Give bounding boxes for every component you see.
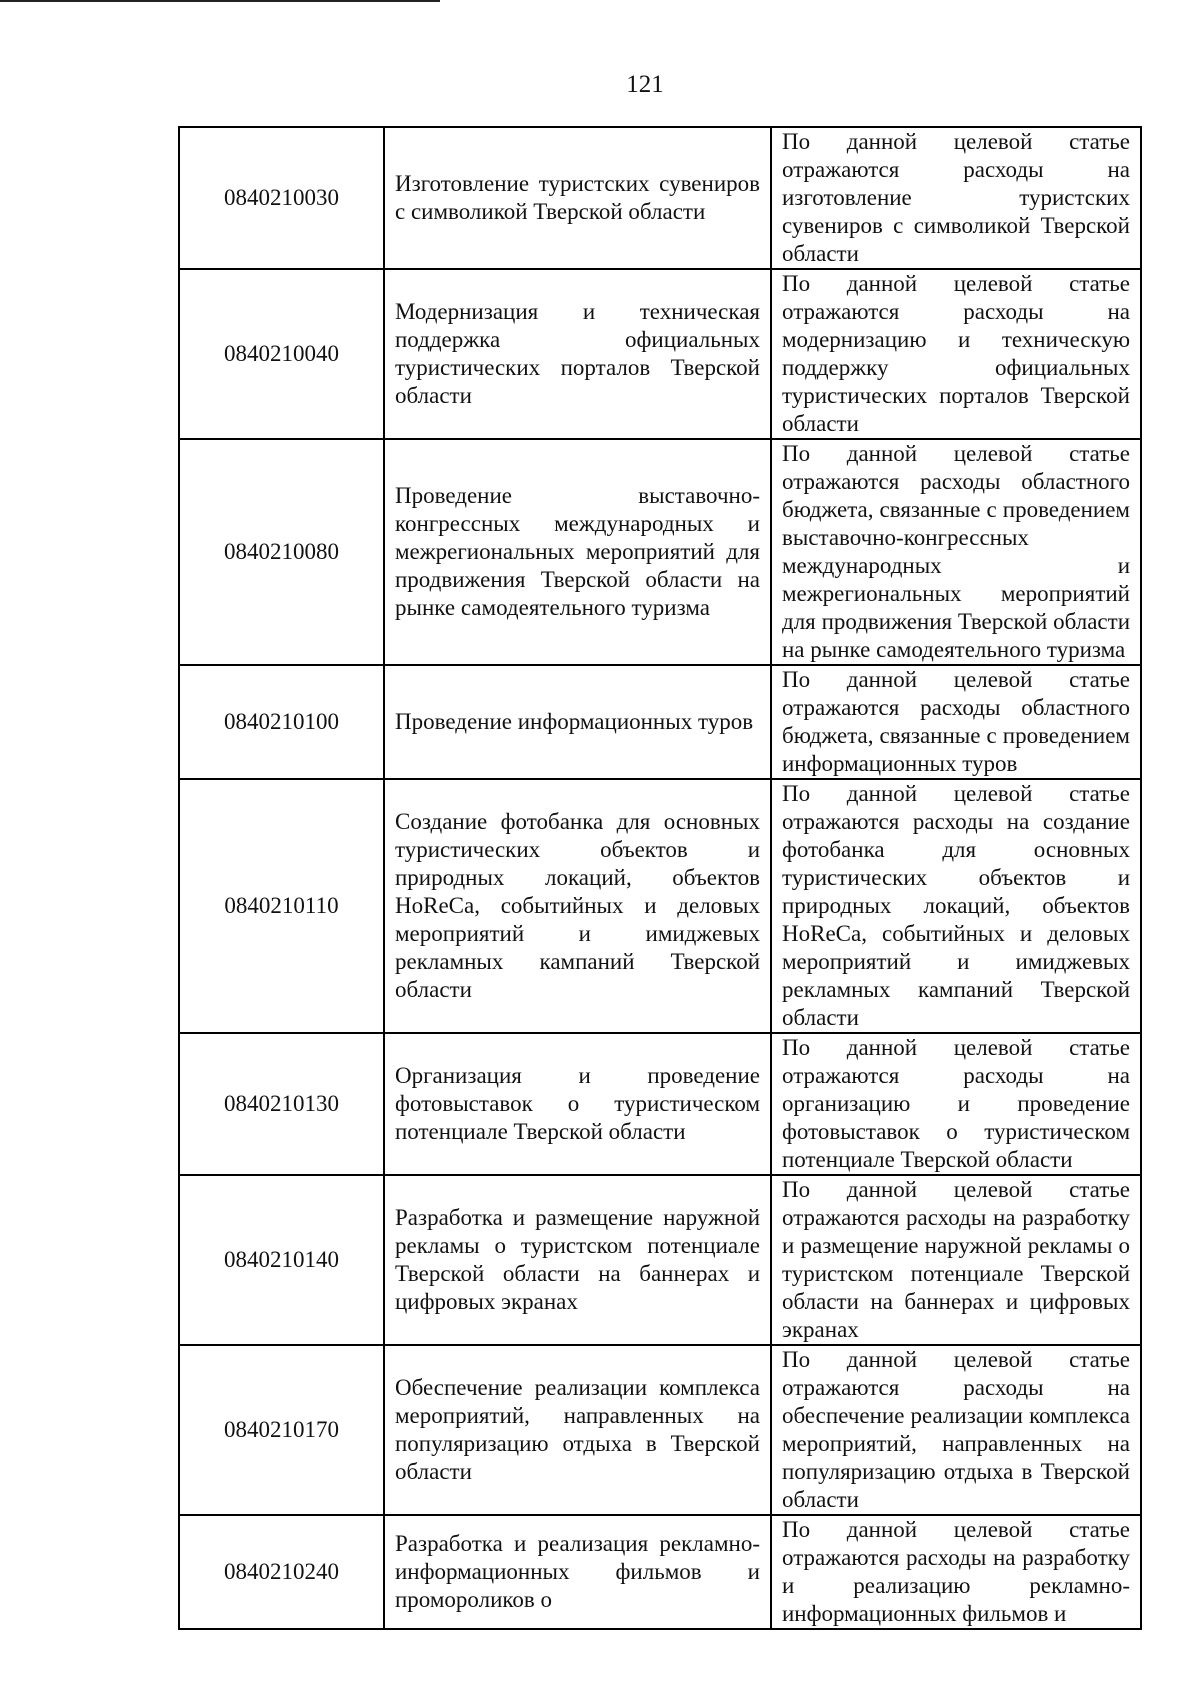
row-name-text: Изготовление туристских сувениров с символикой Тверской области	[395, 171, 760, 224]
row-name	[384, 1033, 771, 1175]
row-description	[771, 1345, 1141, 1515]
row-code: 0840210080	[179, 439, 384, 665]
row-description	[771, 665, 1141, 779]
row-name	[384, 127, 771, 269]
table-row	[179, 269, 1141, 439]
top-rule	[0, 0, 440, 2]
row-description-text: По данной целевой статье отражаются расходы областного бюджета, связанные с проведением информационных туров	[782, 667, 1130, 776]
page-number: 121	[626, 71, 664, 98]
row-description	[771, 269, 1141, 439]
table-row	[179, 1033, 1141, 1175]
budget-table	[178, 126, 1142, 1630]
row-code: 0840210140	[179, 1175, 384, 1345]
row-name	[384, 1345, 771, 1515]
table-row	[179, 779, 1141, 1033]
row-name	[384, 1515, 771, 1629]
row-name	[384, 269, 771, 439]
row-name-text: Создание фотобанка для основных туристических объектов и природных локаций, объектов HoReCa, событийных и деловых мероприятий и имиджевых рекламных кампаний Тверской области	[395, 809, 760, 1002]
row-code: 0840210030	[179, 127, 384, 269]
row-code: 0840210100	[179, 665, 384, 779]
row-name-text: Разработка и реализация рекламно-информационных фильмов и промороликов о	[395, 1531, 760, 1612]
table-row	[179, 1345, 1141, 1515]
row-code: 0840210130	[179, 1033, 384, 1175]
row-name	[384, 439, 771, 665]
row-name-text: Проведение информационных туров	[395, 709, 754, 734]
row-code: 0840210110	[179, 779, 384, 1033]
table-row	[179, 1515, 1141, 1629]
row-name-text: Разработка и размещение наружной рекламы о туристском потенциале Тверской области на баннерах и цифровых экранах	[395, 1205, 760, 1314]
row-name-text: Организация и проведение фотовыставок о туристическом потенциале Тверской области	[395, 1063, 760, 1144]
row-description	[771, 127, 1141, 269]
row-description-text: По данной целевой статье отражаются расходы на создание фотобанка для основных туристических объектов и природных локаций, объектов HoReCa, событийных и деловых мероприятий и имиджевых рекламных кампаний Тверской области	[782, 781, 1130, 1030]
row-name	[384, 1175, 771, 1345]
row-name-text: Модернизация и техническая поддержка официальных туристических порталов Тверской области	[395, 299, 760, 408]
row-description-text: По данной целевой статье отражаются расходы на разработку и реализацию рекламно-информационных фильмов и	[782, 1517, 1130, 1626]
row-name	[384, 665, 771, 779]
row-description	[771, 439, 1141, 665]
row-code: 0840210040	[179, 269, 384, 439]
table-row	[179, 665, 1141, 779]
row-description-text: По данной целевой статье отражаются расходы на разработку и размещение наружной рекламы о туристском потенциале Тверской области на баннерах и цифровых экранах	[782, 1177, 1130, 1342]
row-description-text: По данной целевой статье отражаются расходы на модернизацию и техническую поддержку официальных туристических порталов Тверской области	[782, 271, 1130, 436]
row-description-text: По данной целевой статье отражаются расходы на организацию и проведение фотовыставок о туристическом потенциале Тверской области	[782, 1035, 1130, 1172]
row-name	[384, 779, 771, 1033]
row-description-text: По данной целевой статье отражаются расходы на изготовление туристских сувениров с символикой Тверской области	[782, 129, 1130, 266]
table-row	[179, 1175, 1141, 1345]
row-description	[771, 1515, 1141, 1629]
row-code: 0840210170	[179, 1345, 384, 1515]
row-description	[771, 1175, 1141, 1345]
row-name-text: Обеспечение реализации комплекса мероприятий, направленных на популяризацию отдыха в Тверской области	[395, 1375, 760, 1484]
row-description-text: По данной целевой статье отражаются расходы на обеспечение реализации комплекса мероприятий, направленных на популяризацию отдыха в Тверской области	[782, 1347, 1130, 1512]
row-description	[771, 1033, 1141, 1175]
row-description	[771, 779, 1141, 1033]
table-row	[179, 127, 1141, 269]
row-description-text: По данной целевой статье отражаются расходы областного бюджета, связанные с проведением выставочно-конгрессных международных и межрегиональных мероприятий для продвижения Тверской области на рынке самодеятельного туризма	[782, 441, 1130, 662]
row-name-text: Проведение выставочно-конгрессных международных и межрегиональных мероприятий для продвижения Тверской области на рынке самодеятельного туризма	[395, 483, 760, 620]
table-row	[179, 439, 1141, 665]
row-code: 0840210240	[179, 1515, 384, 1629]
